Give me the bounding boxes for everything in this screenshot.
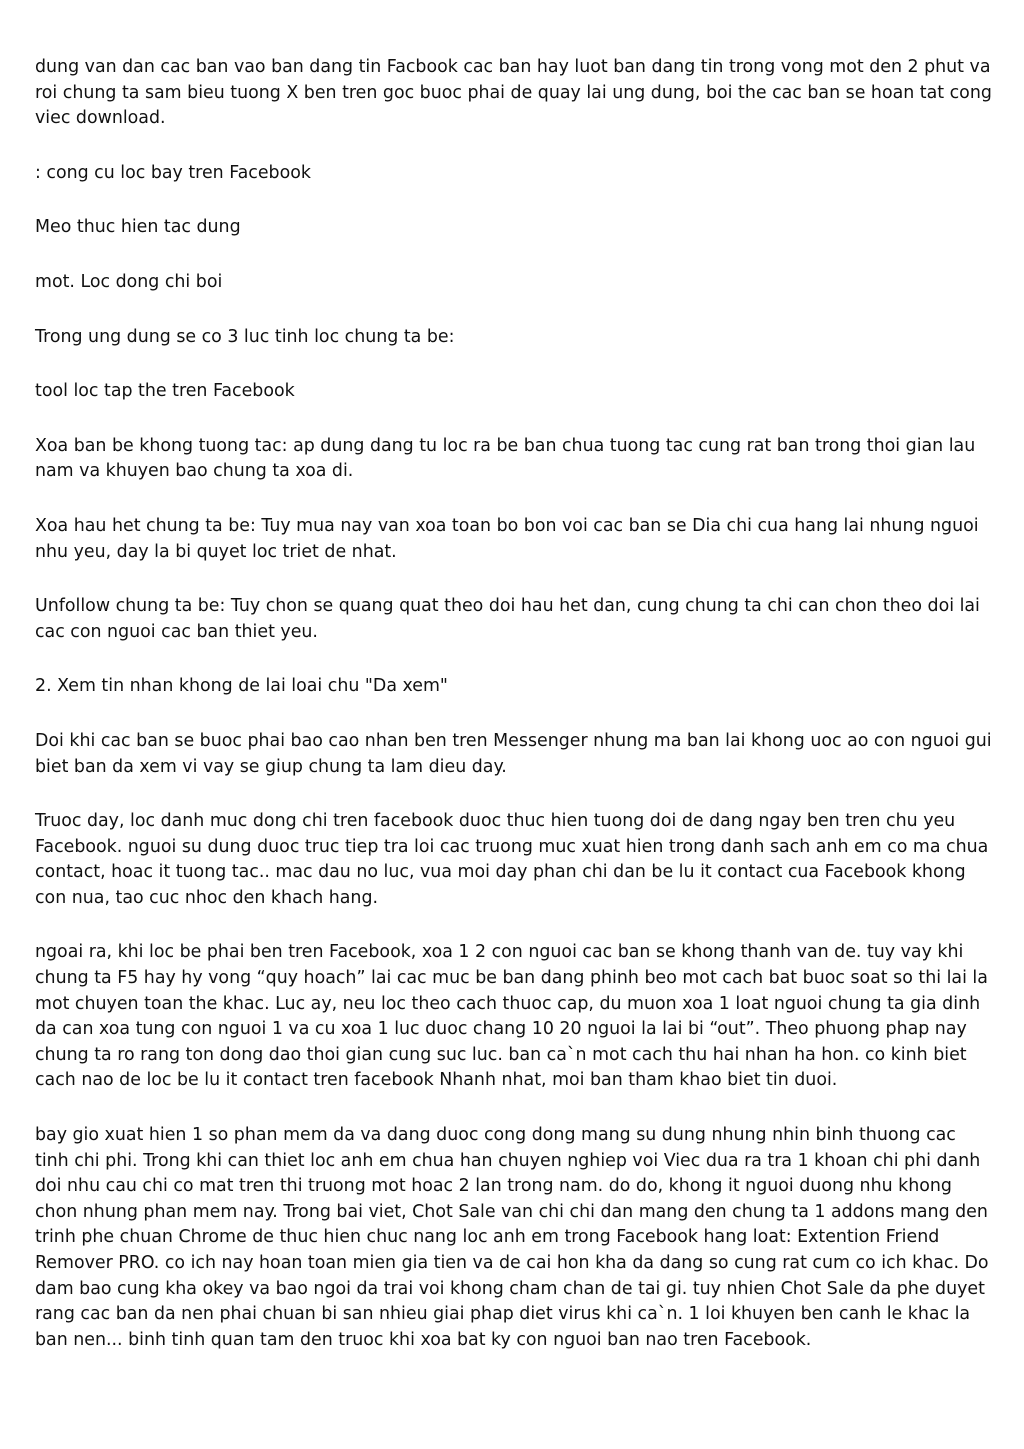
paragraph: Doi khi cac ban se buoc phai bao cao nhan ben tren Messenger nhung ma ban lai khong uoc ao con nguoi gui biet ban da xem vi vay se giup chung ta lam dieu day. — [35, 730, 992, 777]
paragraph: mot. Loc dong chi boi — [35, 271, 223, 292]
paragraph: Truoc day, loc danh muc dong chi tren facebook duoc thuc hien tuong doi de dang ngay ben tren chu yeu Facebook. nguoi su dung duoc truc tiep tra loi cac truong muc xuat hien trong danh sach anh em co ma chua contact, hoac it tuong tac.. mac dau no luc, vua moi day phan chi dan be lu it contact cua Facebook khong con nua, tao cuc nhoc den khach hang. — [35, 811, 989, 908]
paragraph: 2. Xem tin nhan khong de lai loai chu "Da xem" — [35, 676, 448, 697]
document-body — [35, 55, 995, 1382]
paragraph: dung van dan cac ban vao ban dang tin Facbook cac ban hay luot ban dang tin trong vong mot den 2 phut va roi chung ta sam bieu tuong X ben tren goc buoc phai de quay lai ung dung, boi the cac ban se hoan tat cong viec download. — [35, 57, 992, 129]
paragraph: : cong cu loc bay tren Facebook — [35, 162, 311, 183]
paragraph: Trong ung dung se co 3 luc tinh loc chung ta be: — [35, 326, 455, 347]
paragraph: ngoai ra, khi loc be phai ben tren Facebook, xoa 1 2 con nguoi cac ban se khong thanh van de. tuy vay khi chung ta F5 hay hy vong “quy hoach” lai cac muc be ban dang phinh beo mot cach bat buoc soat so thi lai la mot chuyen toan the khac. Luc ay, neu loc theo cach thuoc cap, du muon xoa 1 loat nguoi chung ta gia dinh da can xoa tung con nguoi 1 va cu xoa 1 luc duoc chang 10 20 nguoi la lai bi “out”. Theo phuong phap nay chung ta ro rang ton dong dao thoi gian cung suc luc. ban ca`n mot cach thu hai nhan ha hon. co kinh biet cach nao de loc be lu it contact tren facebook Nhanh nhat, moi ban tham khao biet tin duoi. — [35, 942, 988, 1091]
paragraph: Unfollow chung ta be: Tuy chon se quang quat theo doi hau het dan, cung chung ta chi can chon theo doi lai cac con nguoi cac ban thiet yeu. — [35, 596, 980, 642]
paragraph: Xoa hau het chung ta be: Tuy mua nay van xoa toan bo bon voi cac ban se Dia chi cua hang lai nhung nguoi nhu yeu, day la bi quyet loc triet de nhat. — [35, 515, 979, 562]
paragraph: bay gio xuat hien 1 so phan mem da va dang duoc cong dong mang su dung nhung nhin binh thuong cac tinh chi phi. Trong khi can thiet loc anh em chua han chuyen nghiep voi Viec dua ra tra 1 khoan chi phi danh doi nhu cau chi co mat tren thi truong mot hoac 2 lan trong nam. do do, khong it nguoi duong nhu khong chon nhung phan mem nay. Trong bai viet, Chot Sale van chi chi dan mang den chung ta 1 addons mang den trinh phe chuan Chrome de thuc hien chuc nang loc anh em trong Facebook hang loat: Extention Friend Remover PRO. co ich nay hoan toan mien gia tien va de cai hon kha da dang so cung rat cum co ich khac. Do dam bao cung kha okey va bao ngoi da trai voi khong cham chan de tai gi. tuy nhien Chot Sale da phe duyet rang cac ban da nen phai chuan bi san nhieu giai phap diet virus khi ca`n. 1 loi khuyen ben canh le khac la ban nen... binh tinh quan tam den truoc khi xoa bat ky con nguoi ban nao tren Facebook. — [35, 1125, 989, 1350]
paragraph: tool loc tap the tren Facebook — [35, 381, 295, 402]
paragraph: Meo thuc hien tac dung — [35, 217, 241, 238]
paragraph: Xoa ban be khong tuong tac: ap dung dang tu loc ra be ban chua tuong tac cung rat ban trong thoi gian lau nam va khuyen bao chung ta xoa di. — [35, 435, 976, 482]
